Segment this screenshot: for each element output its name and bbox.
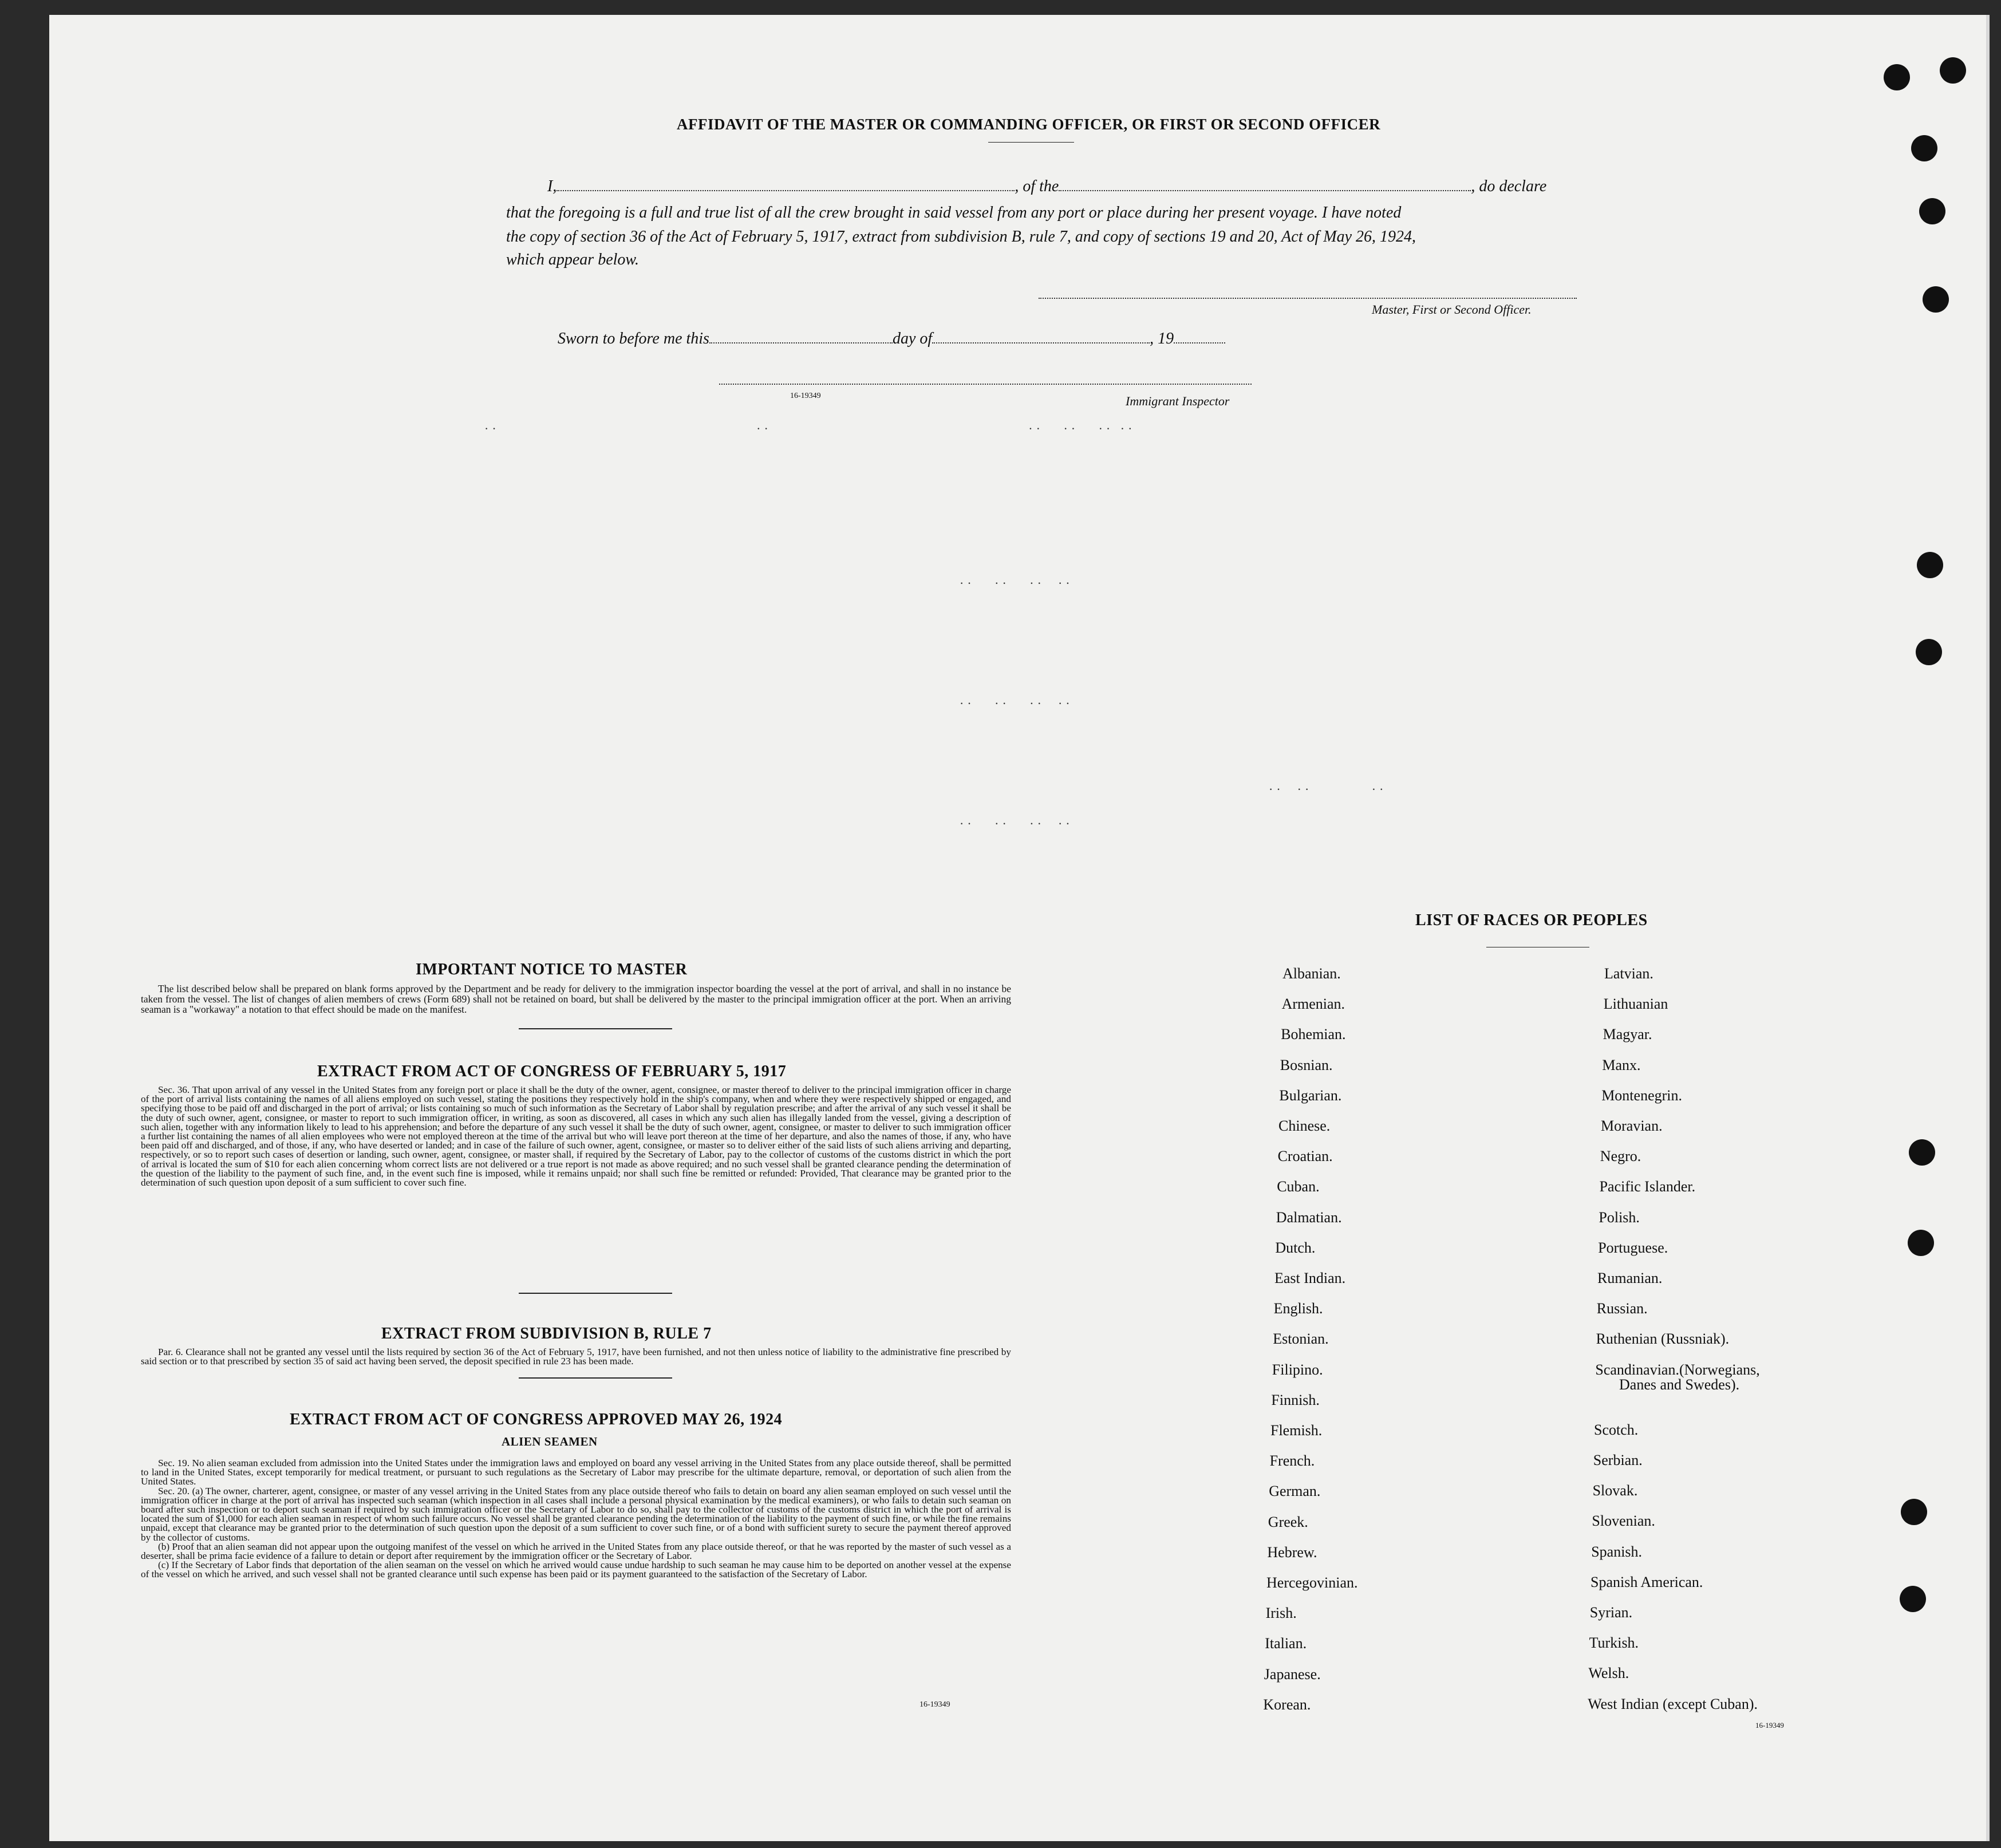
residue-dots-2: ·· ·· ·· ·· bbox=[960, 576, 1073, 590]
day-field[interactable] bbox=[709, 331, 893, 343]
race-item: Scotch. bbox=[1594, 1421, 1639, 1438]
race-item: Bosnian. bbox=[1280, 1056, 1333, 1073]
race-item: Syrian. bbox=[1589, 1604, 1633, 1621]
notice-rule bbox=[519, 1028, 672, 1029]
race-item: Polish. bbox=[1599, 1209, 1640, 1226]
race-item: Estonian. bbox=[1273, 1330, 1329, 1348]
race-item: German. bbox=[1269, 1483, 1321, 1500]
binder-hole bbox=[1884, 64, 1910, 90]
extract-1917-rule bbox=[519, 1293, 672, 1294]
extract-form-number: 16-19349 bbox=[919, 1700, 950, 1709]
binder-hole bbox=[1923, 286, 1949, 313]
race-item: Rumanian. bbox=[1597, 1270, 1663, 1286]
do-declare-label: , do declare bbox=[1471, 177, 1547, 195]
alien-seamen-subtitle: ALIEN SEAMEN bbox=[502, 1435, 598, 1448]
residue-dots-4: ·· ·· ·· ·· bbox=[960, 816, 1073, 831]
races-title: LIST OF RACES OR PEOPLES bbox=[1415, 911, 1648, 929]
race-item: Serbian. bbox=[1593, 1452, 1643, 1468]
race-item: Chinese. bbox=[1278, 1118, 1331, 1134]
race-item: Bohemian. bbox=[1281, 1026, 1346, 1043]
race-item: Russian. bbox=[1596, 1300, 1648, 1317]
sec-19-text: Sec. 19. No alien seaman excluded from admission into the United States under the immigration laws and employed on board any vessel arriving in the United States from any place outside thereof, shall be permitted to land in the United States, except temporarily for medical treatment, or pursuant to such regulations as the Secretary of Labor may prescribe for the ultimate departure, removal, or deportation of such alien from the United States. bbox=[141, 1458, 1011, 1487]
race-item: Pacific Islander. bbox=[1599, 1178, 1696, 1195]
race-item: Albanian. bbox=[1282, 965, 1341, 982]
races-form-number: 16-19349 bbox=[1755, 1721, 1784, 1729]
affidavit-form-number: 16-19349 bbox=[790, 392, 821, 400]
race-item: Flemish. bbox=[1270, 1422, 1323, 1439]
binder-hole bbox=[1908, 1230, 1934, 1256]
i-label: I, bbox=[547, 177, 557, 195]
master-label: Master, First or Second Officer. bbox=[1372, 302, 1532, 317]
binder-hole bbox=[1911, 135, 1937, 161]
race-item: Slovenian. bbox=[1592, 1513, 1655, 1530]
race-item: Hercegovinian. bbox=[1266, 1574, 1358, 1591]
vessel-field[interactable] bbox=[1059, 179, 1471, 191]
title-rule bbox=[988, 142, 1074, 143]
master-signature-line[interactable] bbox=[1039, 298, 1577, 299]
race-item: Magyar. bbox=[1603, 1026, 1652, 1043]
race-item: Finnish. bbox=[1271, 1391, 1320, 1408]
residue-dots-5: ·· ·· ·· bbox=[1269, 782, 1387, 796]
binder-hole bbox=[1909, 1139, 1935, 1166]
year-prefix: , 19 bbox=[1150, 330, 1174, 348]
race-item: Danes and Swedes). bbox=[1619, 1376, 1740, 1393]
race-item: East Indian. bbox=[1274, 1270, 1346, 1286]
race-item: Manx. bbox=[1602, 1056, 1641, 1073]
binder-hole bbox=[1900, 1586, 1926, 1612]
race-item: Irish. bbox=[1265, 1605, 1297, 1622]
race-item: Croatian. bbox=[1277, 1148, 1333, 1165]
declaration-line-2: the copy of section 36 of the Act of February 5, 1917, extract from subdivision B, rule 7, and copy of sections 19 and 20, Act of May 26, 1924, bbox=[506, 228, 1416, 246]
race-item: French. bbox=[1269, 1452, 1315, 1470]
affidavit-title: AFFIDAVIT OF THE MASTER OR COMMANDING OFFICER, OR FIRST OR SECOND OFFICER bbox=[677, 116, 1381, 133]
notice-text: The list described below shall be prepared on blank forms approved by the Department and be ready for delivery to the immigration inspector boarding the vessel at the port of arrival, and shall in no instance be taken from the vessel. The list of changes of alien members of crews (Form 689) shall not be retained on board, but shall be delivered by the master to the principal immigration officer at the port. When an arriving seaman is a "workaway" a notation to that effect should be made on the manifest. bbox=[141, 983, 1011, 1015]
inspector-signature-line[interactable] bbox=[719, 384, 1252, 385]
sec-20a-text: Sec. 20. (a) The owner, charterer, agent, consignee, or master of any vessel arriving in the United States from any place outside thereof who fails to detain on board any alien seaman employed on such vessel until the immigration officer in charge at the port of arrival has inspected such seaman (which inspection in all cases shall include a personal physical examination by the medical examiners), or who fails to detain such seaman on board after such inspection or to deport such seaman if required by such immigration officer or the Secretary of Labor to do so, shall pay to the collector of customs of the customs district in which the port of arrival is located the sum of $1,000 for each alien seaman in respect of whom such failure occurs. No vessel shall be granted clearance pending the determination of the liability to the payment of such fine, or while the fine remains unpaid, except that clearance may be granted prior to the determination of such question upon the deposit of a sum sufficient to cover such fine, or of a bond with sufficient surety to secure the payment thereof approved by the collector of customs. bbox=[141, 1485, 1011, 1543]
notice-title: IMPORTANT NOTICE TO MASTER bbox=[416, 961, 688, 978]
race-item: Bulgarian. bbox=[1279, 1087, 1342, 1104]
document-page bbox=[49, 15, 1990, 1841]
race-item: Dalmatian. bbox=[1276, 1209, 1342, 1226]
race-item: Italian. bbox=[1265, 1635, 1307, 1652]
race-item: Turkish. bbox=[1589, 1634, 1639, 1652]
extract-1924-title: EXTRACT FROM ACT OF CONGRESS APPROVED MAY 26, 1924 bbox=[290, 1411, 783, 1428]
declaration-line-3: which appear below. bbox=[506, 251, 640, 268]
extract-rule7-rule bbox=[519, 1377, 672, 1379]
sec-20b-text: (b) Proof that an alien seaman did not appear upon the outgoing manifest of the vessel on which he arrived in the United States from any place outside thereof, or that he was reported by the master of such vessel as a deserter, shall be prima facie evidence of a failure to detain or deport after requirement by the immigration officer or the Secretary of Labor. bbox=[141, 1541, 1011, 1562]
name-field[interactable] bbox=[557, 179, 1015, 191]
binder-hole bbox=[1901, 1499, 1927, 1525]
race-item: Armenian. bbox=[1281, 996, 1345, 1013]
race-item: Spanish. bbox=[1591, 1543, 1643, 1560]
race-item: English. bbox=[1273, 1300, 1323, 1317]
extract-1917-text: Sec. 36. That upon arrival of any vessel in the United States from any foreign port or place it shall be the duty of the owner, agent, consignee, or master thereof to deliver to the principal immigration officer in charge of the port of arrival lists containing the names of all aliens employed on such vessel, stating the positions they respectively hold in the ship's company, when and where they were respectively shipped or engaged, and specifying those to be paid off and discharged in the port of arrival; or lists containing so much of such information as the Secretary of Labor shall by regulation prescribe; and after the arrival of any such vessel it shall be the duty of such owner, agent, consignee, or master to report to such immigration officer, in writing, as soon as discovered, all cases in which any such alien has illegally landed from the vessel, giving a description of such alien, together with any information likely to lead to his apprehension; and before the departure of any such vessel it shall be the duty of such owner, agent, consignee, or master to deliver to such immigration officer a further list containing the names of all alien employees who were not employed thereon at the time of the arrival but who will leave port thereon at the time of her departure, and also the names of those, if any, who have been paid off and discharged, and of those, if any, who have deserted or landed; and in case of the failure of such owner, agent, consignee, or master so to deliver either of the said lists of such aliens arriving and departing, respectively, or so to report such cases of desertion or landing, such owner, agent, consignee, or master shall, if required by the Secretary of Labor, pay to the collector of customs of the customs district in which the port of arrival is located the sum of $10 for each alien concerning whom correct lists are not delivered or a true report is not made as above required; and no such vessel shall be granted clearance pending the determination of the question of the liability to the payment of such fine, and, in the event such fine is imposed, while it remains unpaid; nor shall such fine be remitted or refunded: Provided, That clearance may be granted prior to the determination of such question upon deposit of a sum sufficient to cover such fine. bbox=[141, 1084, 1011, 1188]
race-item: Moravian. bbox=[1601, 1118, 1663, 1134]
sworn-label: Sworn to before me this bbox=[558, 330, 709, 348]
race-item: Hebrew. bbox=[1267, 1543, 1317, 1561]
race-item: Montenegrin. bbox=[1601, 1087, 1682, 1104]
race-item: Slovak. bbox=[1592, 1482, 1638, 1499]
race-item: Dutch. bbox=[1275, 1239, 1316, 1256]
year-field[interactable] bbox=[1174, 331, 1225, 343]
race-item: Portuguese. bbox=[1598, 1239, 1668, 1256]
declarant-line bbox=[547, 177, 1546, 196]
extract-rule7-text: Par. 6. Clearance shall not be granted any vessel until the lists required by section 36 of the Act of February 5, 1917, have been furnished, and not then unless notice of liability to the administrative fine prescribed by said section or to that prescribed by section 35 of said act having been served, the deposit specified in rule 23 has been made. bbox=[141, 1346, 1011, 1367]
race-item: Latvian. bbox=[1604, 965, 1653, 982]
race-item: West Indian (except Cuban). bbox=[1588, 1695, 1758, 1712]
sec-20c-text: (c) If the Secretary of Labor finds that deportation of the alien seaman on the vessel on which he arrived would cause undue hardship to such seaman he may cause him to be deported on another vessel at the expense of the vessel on which he arrived, and such vessel shall not be granted clearance until such expense has been paid or its payment guaranteed to the satisfaction of the Secretary of Labor. bbox=[141, 1559, 1011, 1580]
binder-hole bbox=[1917, 552, 1943, 578]
extract-1917-title: EXTRACT FROM ACT OF CONGRESS OF FEBRUARY 5, 1917 bbox=[317, 1063, 787, 1080]
race-item: Ruthenian (Russniak). bbox=[1596, 1330, 1730, 1348]
race-item: Negro. bbox=[1600, 1148, 1641, 1165]
binder-hole bbox=[1916, 639, 1942, 665]
race-item: Filipino. bbox=[1272, 1361, 1323, 1378]
of-the-label: , of the bbox=[1015, 177, 1059, 195]
race-item: Korean. bbox=[1263, 1696, 1311, 1713]
inspector-label: Immigrant Inspector bbox=[1126, 394, 1230, 408]
race-item: Scandinavian.(Norwegians, bbox=[1595, 1361, 1760, 1378]
month-field[interactable] bbox=[932, 331, 1150, 343]
day-of-label: day of bbox=[892, 330, 933, 348]
binder-hole bbox=[1940, 57, 1966, 84]
race-item: Spanish American. bbox=[1590, 1573, 1703, 1590]
race-item: Japanese. bbox=[1264, 1665, 1321, 1683]
extract-1924-body bbox=[141, 1459, 1011, 1580]
extract-rule7-title: EXTRACT FROM SUBDIVISION B, RULE 7 bbox=[381, 1325, 712, 1342]
race-item: Greek. bbox=[1268, 1513, 1308, 1530]
race-item: Welsh. bbox=[1588, 1665, 1629, 1682]
residue-dots-1: ·· ·· ·· ·· ·· ·· bbox=[484, 421, 1136, 436]
binder-hole bbox=[1919, 198, 1945, 224]
residue-dots-3: ·· ·· ·· ·· bbox=[960, 696, 1073, 710]
declaration-line-1: that the foregoing is a full and true list of all the crew brought in said vessel from any port or place during her present voyage. I have noted bbox=[506, 204, 1402, 222]
sworn-line bbox=[558, 330, 1225, 348]
race-item: Lithuanian bbox=[1603, 996, 1668, 1013]
race-item: Cuban. bbox=[1277, 1178, 1320, 1195]
